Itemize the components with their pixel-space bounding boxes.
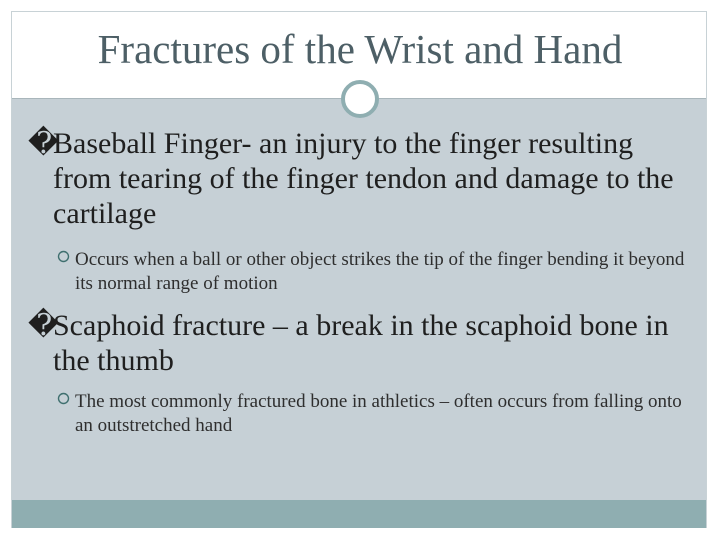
bullet-text: Baseball Finger- an injury to the finger resulting from tearing of the finger tendon and damage to the cartilage xyxy=(53,127,674,230)
bullet-baseball-finger xyxy=(28,126,678,231)
bullet-marker: � xyxy=(28,309,59,342)
hollow-circle-bullet-icon xyxy=(57,392,70,405)
slide-title: Fractures of the Wrist and Hand xyxy=(97,26,623,72)
hollow-circle-bullet-icon xyxy=(57,250,70,263)
sub-bullet-scaphoid xyxy=(57,390,697,438)
bullet-scaphoid-fracture xyxy=(28,308,678,378)
sub-bullet-baseball-finger xyxy=(57,248,697,296)
bullet-marker: � xyxy=(28,127,59,160)
sub-bullet-text: Occurs when a ball or other object strikes the tip of the finger bending it beyond its normal range of motion xyxy=(75,249,685,294)
bullet-text: Scaphoid fracture – a break in the scaphoid bone in the thumb xyxy=(53,309,669,377)
sub-bullet-text: The most commonly fractured bone in athletics – often occurs from falling onto an outstretched hand xyxy=(75,391,682,436)
